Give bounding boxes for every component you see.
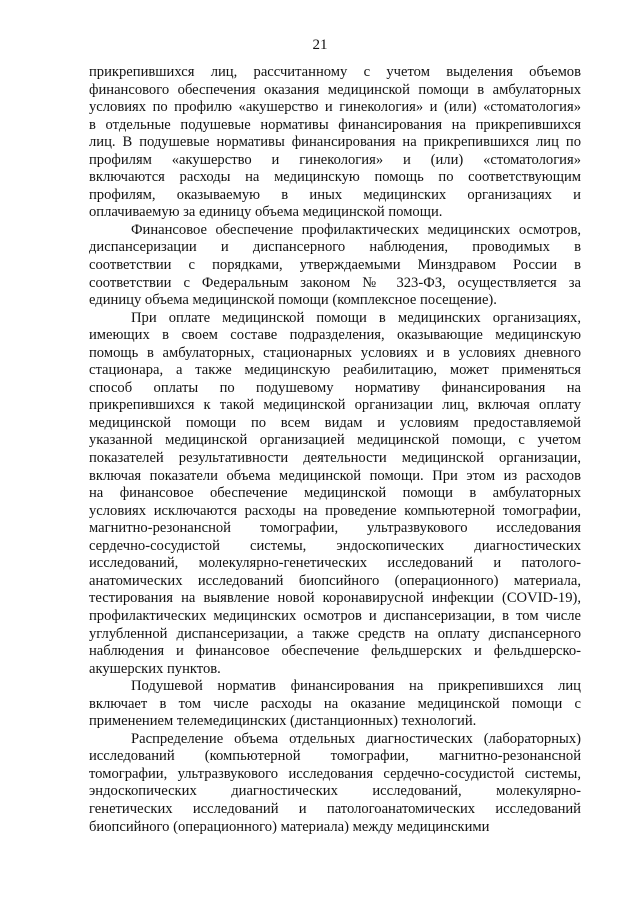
text-line: профилактических медицинских осмотров и диспансеризации, в том числе [89,607,581,624]
text-line: стационара, а также медицинскую реабилитацию, может применяться [89,362,581,379]
document-body [89,64,581,836]
text-line: в отдельные подушевые нормативы финансирования на прикрепившихся [89,116,581,133]
text-line: соответствии с порядками, утверждаемыми Минздравом России в [89,257,581,274]
text-line: прикрепившихся лиц, рассчитанному с учетом выделения объемов [89,64,581,80]
text-line: томографии, ультразвукового исследования сердечно-сосудистой системы, [89,765,581,782]
text-line: указанной медицинской организацией медицинской помощи, с учетом [89,432,581,449]
text-line: эндоскопических диагностических исследований, молекулярно- [89,783,581,800]
text-line: способ оплаты по подушевому нормативу финансирования на [89,379,581,396]
paragraph [89,64,581,222]
text-line: Подушевой норматив финансирования на прикрепившихся лиц [131,678,581,695]
text-line: соответствии с Федеральным законом № 323-ФЗ, осуществляется за [89,274,581,291]
page-number: 21 [312,37,328,53]
text-line: углубленной диспансеризации, а также средств на оплату диспансерного [89,625,581,642]
text-line: на финансовое обеспечение медицинской помощи в амбулаторных [89,485,581,502]
text-line: наблюдения и финансовое обеспечение фельдшерских и фельдшерско- [89,643,581,660]
paragraph [89,678,581,731]
text-line: единицу объема медицинской помощи (комплексное посещение). [89,292,497,309]
text-line: прикрепившихся к такой медицинской организации лиц, включая оплату [89,397,581,414]
text-line: медицинской помощи по всем видам и условиям предоставляемой [89,414,581,431]
text-line: магнитно-резонансной томографии, ультразвукового исследования [89,520,581,537]
text-line: тестирования на выявление новой коронавирусной инфекции (COVID-19), [89,590,581,607]
text-line: диспансеризации и диспансерного наблюдения, проводимых в [89,239,581,256]
text-line: включая показатели объема медицинской помощи. При этом из расходов [89,467,581,484]
text-line: включает в том числе расходы на оказание медицинской помощи с [89,695,581,712]
text-line: сердечно-сосудистой системы, эндоскопических диагностических [89,537,581,554]
text-line: профилям, оказываемую в иных медицинских организациях и [89,186,581,203]
text-line: исследований (компьютерной томографии, магнитно-резонансной [89,748,581,765]
text-line: условиях по профилю «акушерство и гинекология» и (или) «стоматология» [89,99,581,116]
text-line: лиц. В подушевые нормативы финансирования на прикрепившихся лиц по [89,134,581,151]
text-line: исследований, молекулярно-генетических исследований и патолого- [89,555,581,572]
text-line: генетических исследований и патологоанатомических исследований [89,800,581,817]
text-line: применением телемедицинских (дистанционных) технологий. [89,713,477,730]
text-line: биопсийного (операционного) материала) между медицинскими [89,818,490,835]
text-line: имеющих в своем составе подразделения, оказывающие медицинскую [89,327,581,344]
text-line: оплачиваемую за единицу объема медицинской помощи. [89,204,443,221]
text-line: профилям «акушерство и гинекология» и (или) «стоматология» [89,151,581,168]
text-line: включаются расходы на медицинскую помощь по соответствующим [89,169,581,186]
text-line: показателей результативности деятельности медицинской организации, [89,450,581,467]
text-line: помощь в амбулаторных, стационарных условиях и в условиях дневного [89,344,581,361]
paragraph [89,310,581,678]
paragraph [89,731,581,836]
text-line: При оплате медицинской помощи в медицинских организациях, [131,309,581,326]
text-line: Финансовое обеспечение профилактических медицинских осмотров, [131,221,581,238]
text-line: финансового обеспечения оказания медицинской помощи в амбулаторных [89,81,581,98]
text-line: условиях исключаются расходы на проведение компьютерной томографии, [89,502,581,519]
text-line: Распределение объема отдельных диагностических (лабораторных) [131,730,581,747]
paragraph [89,222,581,310]
text-line: акушерских пунктов. [89,660,221,677]
text-line: анатомических исследований биопсийного (операционного) материала, [89,572,581,589]
